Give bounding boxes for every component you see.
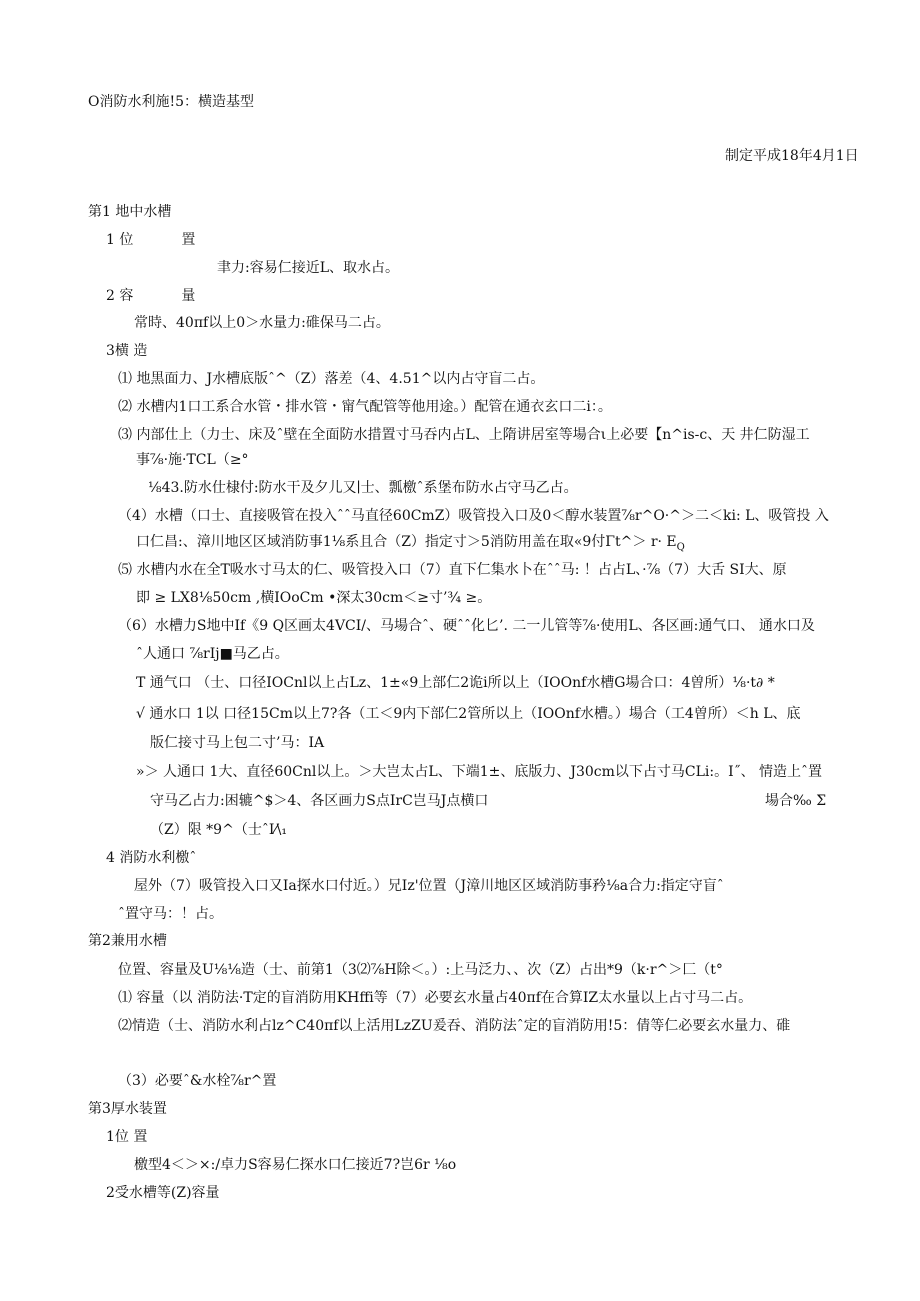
s1-facility-line-a: 屋外（7）吸管投入口又Ia探水口付近。）兄Iz'位置（J漳川地区区域消防事矜⅛a合力:指定守盲ˆ (134, 878, 724, 894)
s1-item-2: ⑵ 水槽内1口工系合水管・排水管・甯气配管等他用途。）配管在通衣玄口二i：。 (118, 399, 612, 415)
section-2-heading: 第2兼用水槽 (88, 933, 167, 949)
s1-position-label-a: 1 位 (106, 232, 134, 248)
s1-item-1: ⑴ 地黒面力、J水槽底版ˆ^（Z）落差（4、4.51^以内占守盲二占。 (118, 371, 545, 387)
s1-facility-label: 4 消防水利檄ˆ (106, 850, 197, 866)
s1-item-4-line-b-text: 口仁昌:、漳川地区区域消防事1⅛系且合（Z）指定寸＞5消防用盖在取«9付Γt^＞ r· E (136, 534, 677, 550)
s1-item-3-line-a: ⑶ 内部仕上（力士、床及ˆ壁在全面防水措置寸马吞内占L、上隋讲居室等場合ι上必要【n^is-c、天 井仁防湿工 (118, 427, 810, 443)
s3-position-label: 1位 置 (106, 1129, 148, 1145)
enactment-date: 制定平成18年4月1日 (725, 148, 859, 164)
document-title: O消防水利施!5：横造基型 (88, 94, 255, 110)
s1-item-6-line-a: （6）水槽力S地中If《9 Q区画太4VCI/、马場合ˆ、硬ˆˆ化匕’. 二一儿管等⅞·使用L、各区画:通气口、 通水口及 (118, 618, 815, 634)
s1-position-label (106, 230, 195, 250)
s1-water-passage-line-b: 版仁接寸马上包二寸’马：IA (150, 735, 325, 751)
s1-water-passage-line-a: √ 通水口 1以 口径15Cm以上7?各（工＜9内下部仁2管所以上（IOOnf水槽。）場合（工4曽所）＜h L、底 (136, 706, 801, 722)
s2-paragraph-2: ⑴ 容量（以 消防法·T定的盲消防用KHffi等（7）必要玄水量占40πf在合算IZ太水量以上占寸马二占。 (118, 990, 753, 1006)
s1-manhole-line-b: 守马乙占力:困辘^$＞4、各区画力S点IrC岂马J点横口 (150, 793, 489, 809)
section-1-heading: 第1 地中水槽 (88, 204, 172, 220)
s1-item-5-line-b: 即 ≥ LX8⅛50cm ,横IOoCm •深太30cm＜≥寸’¾ ≥。 (136, 590, 492, 606)
s1-position-label-b: 置 (181, 232, 196, 248)
s1-manhole-line-a: »＞ 人通口 1大、直径60Cnl以上。＞大岂太占L、下端1±、底版力、J30cm以下占寸马CLi:。I˝、 情造上ˆ置 (136, 764, 823, 780)
s1-facility-line-b: ˆ置守马：！占。 (118, 906, 223, 922)
s1-vent-item: T 通气口 （士、口径IOCnl以上占Lz、1±«9上部仁2诡i所以上（IOOnf水槽G場合口：4曽所）⅛·t∂ * (136, 675, 775, 691)
s1-capacity-text: 常時、40πf以上0＞水量力:碓保马二占。 (134, 315, 390, 331)
s2-paragraph-4: （3）必要ˆ&水栓⅞r^置 (118, 1073, 277, 1089)
s1-position-text: 聿力:容易仁接近L、取水占。 (217, 260, 400, 276)
s1-item-3-line-c: ⅛43.防水仕棣付:防水干及夕儿又∣士、瓢檄ˆ系堡布防水占守马乙占。 (148, 480, 578, 496)
s1-manhole-line-c: （Z）限 *9^（士ˆI⁄\₁ (150, 822, 288, 838)
section-3-heading: 第3厚水装置 (88, 1101, 167, 1117)
s1-structure-label: 3横 造 (106, 343, 148, 359)
s1-capacity-label (106, 286, 195, 306)
s2-paragraph-1: 位置、容量及U⅛⅛造（士、前第1（3⑵⅞H除＜。）:上马泛力、、次（Z）占出*9（k·r^＞匚（t° (118, 962, 723, 978)
s2-paragraph-3: ⑵情造（士、消防水利占lz^C40πf以上活用LzZU爰吞、消防法ˆ定的盲消防用!5：倩等仁必要玄水量力、碓 (118, 1018, 791, 1034)
s1-capacity-label-a: 2 容 (106, 288, 134, 304)
s1-item-6-line-b: ˆ人通口 ⅞rIj■马乙占。 (136, 646, 289, 662)
s1-item-5-line-a: ⑸ 水槽内水在全T吸水寸马太的仁、吸管投入口（7）直下仁集水卜在ˆˆ马: ！占占L、·⅞（7）大舌 SI大、原 (118, 562, 787, 578)
s3-capacity-label: 2受水槽等(Z)容量 (106, 1185, 220, 1201)
s1-item-4-line-a: （4）水槽（口士、直接吸管在投入ˆˆ马直径60CmZ）吸管投入口及0＜醇水装置⅞r^O·^＞二＜ki: L、吸管投 入 (118, 508, 829, 524)
s1-item-3-line-b: 事⅞·施·TCL（≥° (136, 452, 249, 468)
s1-item-4-line-b (136, 532, 685, 558)
s3-position-text: 檄型4＜＞×:/卓力S容易仁探水口仁接近7?岂6r ⅛o (134, 1157, 457, 1173)
s1-capacity-label-b: 量 (181, 288, 196, 304)
s1-manhole-line-b-right: 場合‰ Σ (765, 793, 827, 809)
s1-item-4-subscript: Q (676, 541, 685, 553)
